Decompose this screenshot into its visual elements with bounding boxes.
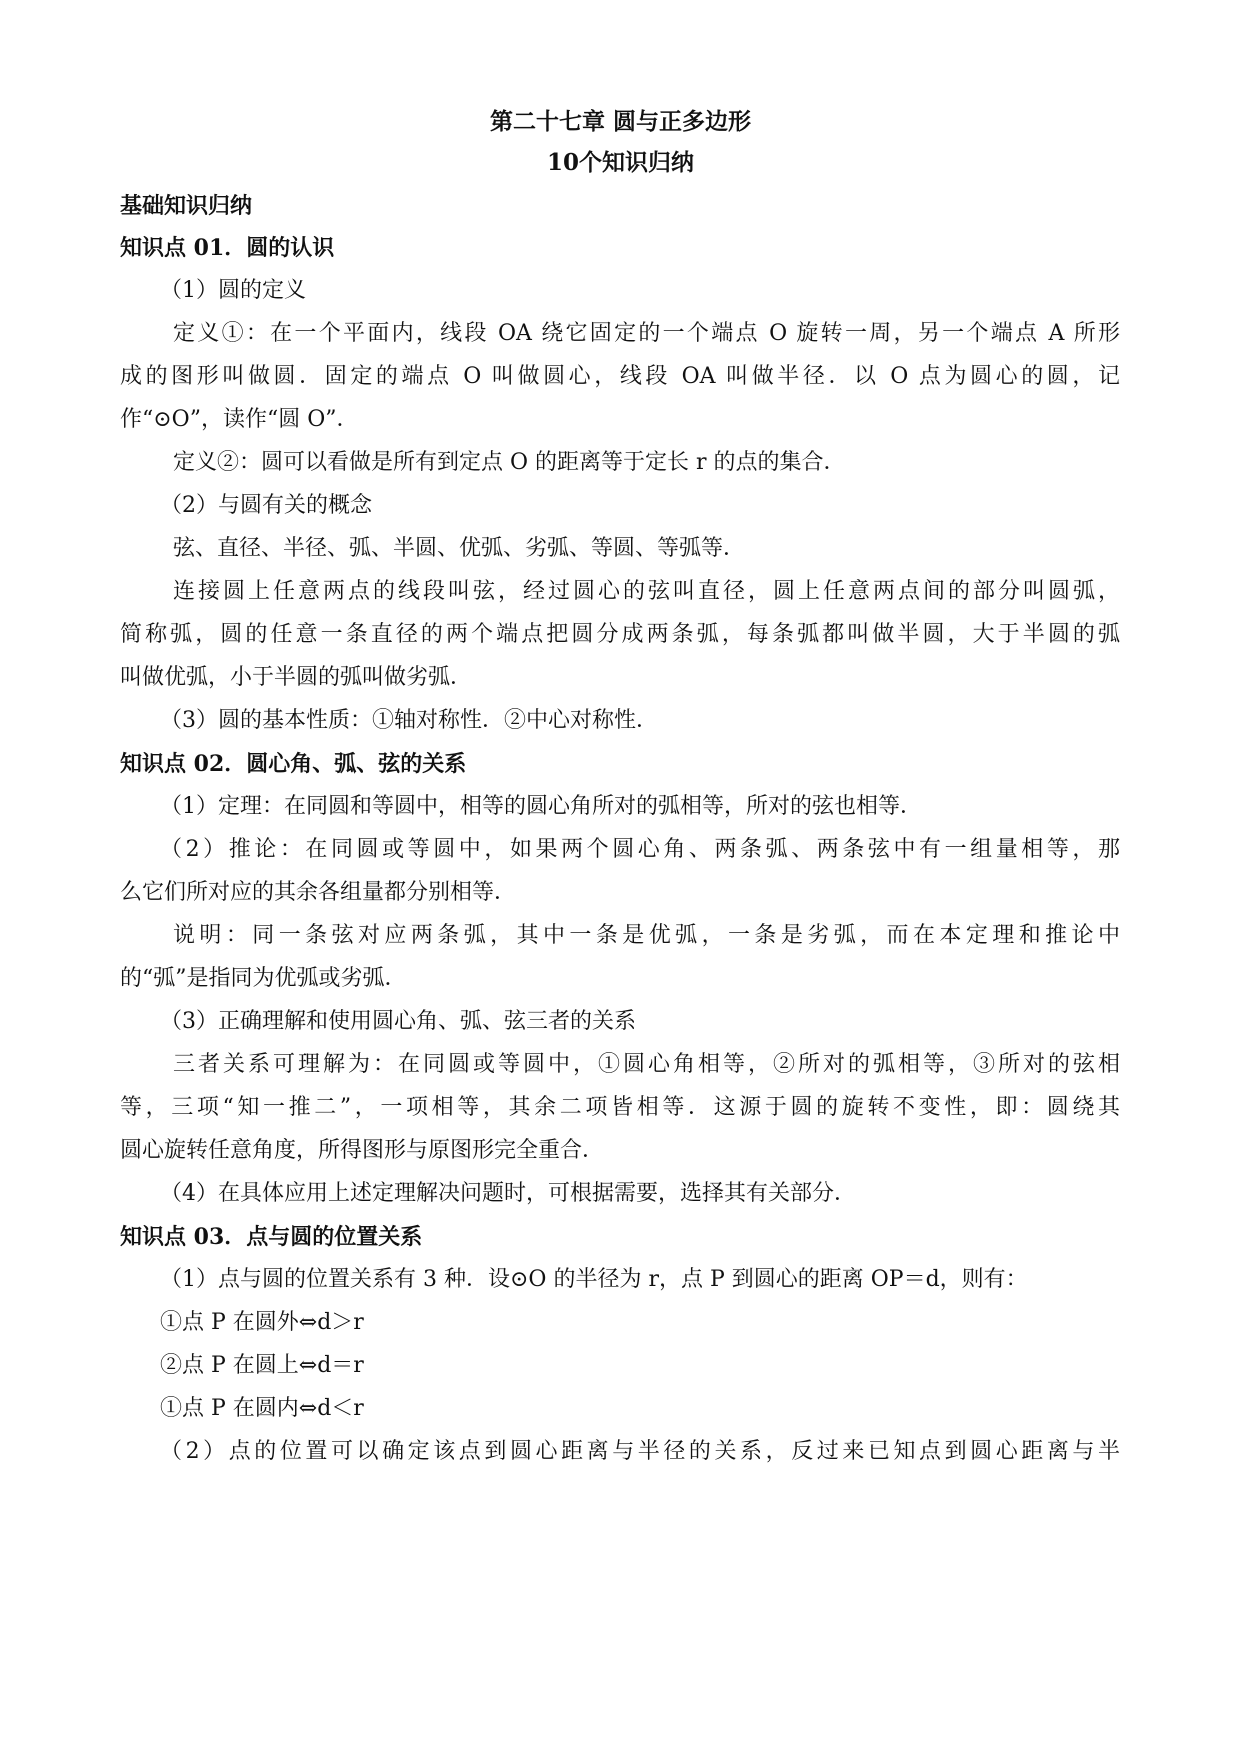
paragraph-line: ①点 P 在圆内⇔d＜r xyxy=(160,1396,364,1421)
paragraph-line: 成的图形叫做圆．固定的端点 O 叫做圆心，线段 OA 叫做半径．以 O 点为圆心的圆，记 xyxy=(120,364,1120,389)
paragraph-line: （2）与圆有关的概念 xyxy=(160,493,372,518)
topic-heading-02: 知识点 02．圆心角、弧、弦的关系 xyxy=(120,751,467,777)
paragraph-line: （3）正确理解和使用圆心角、弧、弦三者的关系 xyxy=(160,1009,636,1034)
paragraph-line: 弦、直径、半径、弧、半圆、优弧、劣弧、等圆、等弧等． xyxy=(173,536,746,561)
paragraph-line: （3）圆的基本性质：①轴对称性．②中心对称性． xyxy=(160,708,658,733)
section-heading: 基础知识归纳 xyxy=(120,193,253,219)
paragraph-line: 么它们所对应的其余各组量都分别相等． xyxy=(120,880,517,905)
paragraph-line: 简称弧，圆的任意一条直径的两个端点把圆分成两条弧，每条弧都叫做半圆，大于半圆的弧 xyxy=(120,622,1120,647)
paragraph-line: （2）推论：在同圆或等圆中，如果两个圆心角、两条弧、两条弦中有一组量相等，那 xyxy=(160,837,1120,862)
paragraph-line: （1）定理：在同圆和等圆中，相等的圆心角所对的弧相等，所对的弦也相等． xyxy=(160,794,922,819)
chapter-subtitle: 10个知识归纳 xyxy=(546,149,694,176)
paragraph-line: 定义①：在一个平面内，线段 OA 绕它固定的一个端点 O 旋转一周，另一个端点 A 所形 xyxy=(173,321,1120,346)
paragraph-line: （4）在具体应用上述定理解决问题时，可根据需要，选择其有关部分． xyxy=(160,1181,856,1206)
topic-heading-01: 知识点 01．圆的认识 xyxy=(120,235,335,261)
chapter-title: 第二十七章 圆与正多边形 xyxy=(489,108,751,135)
paragraph-line: 的“弧”是指同为优弧或劣弧． xyxy=(120,966,407,991)
paragraph-line: ①点 P 在圆外⇔d＞r xyxy=(160,1310,364,1335)
paragraph-line: 连接圆上任意两点的线段叫弦，经过圆心的弦叫直径，圆上任意两点间的部分叫圆弧， xyxy=(173,579,1120,604)
paragraph-line: ②点 P 在圆上⇔d＝r xyxy=(160,1353,364,1378)
paragraph-line: 作“⊙O”，读作“圆 O”． xyxy=(120,407,359,432)
paragraph-line: 叫做优弧，小于半圆的弧叫做劣弧． xyxy=(120,665,473,690)
paragraph-line: 三者关系可理解为：在同圆或等圆中，①圆心角相等，②所对的弧相等，③所对的弦相 xyxy=(173,1052,1120,1077)
paragraph-line: （1）点与圆的位置关系有 3 种．设⊙O 的半径为 r，点 P 到圆心的距离 OP＝d，则有： xyxy=(160,1267,1028,1292)
paragraph-line: 等，三项“知一推二”，一项相等，其余二项皆相等．这源于圆的旋转不变性，即：圆绕其 xyxy=(120,1095,1120,1120)
paragraph-line: （2）点的位置可以确定该点到圆心距离与半径的关系，反过来已知点到圆心距离与半 xyxy=(160,1439,1120,1464)
paragraph-line: 说明：同一条弦对应两条弧，其中一条是优弧，一条是劣弧，而在本定理和推论中 xyxy=(173,923,1120,948)
topic-heading-03: 知识点 03．点与圆的位置关系 xyxy=(120,1224,423,1250)
paragraph-line: （1）圆的定义 xyxy=(160,278,306,303)
paragraph-line: 圆心旋转任意角度，所得图形与原图形完全重合． xyxy=(120,1138,605,1163)
paragraph-line: 定义②：圆可以看做是所有到定点 O 的距离等于定长 r 的点的集合． xyxy=(173,450,846,475)
